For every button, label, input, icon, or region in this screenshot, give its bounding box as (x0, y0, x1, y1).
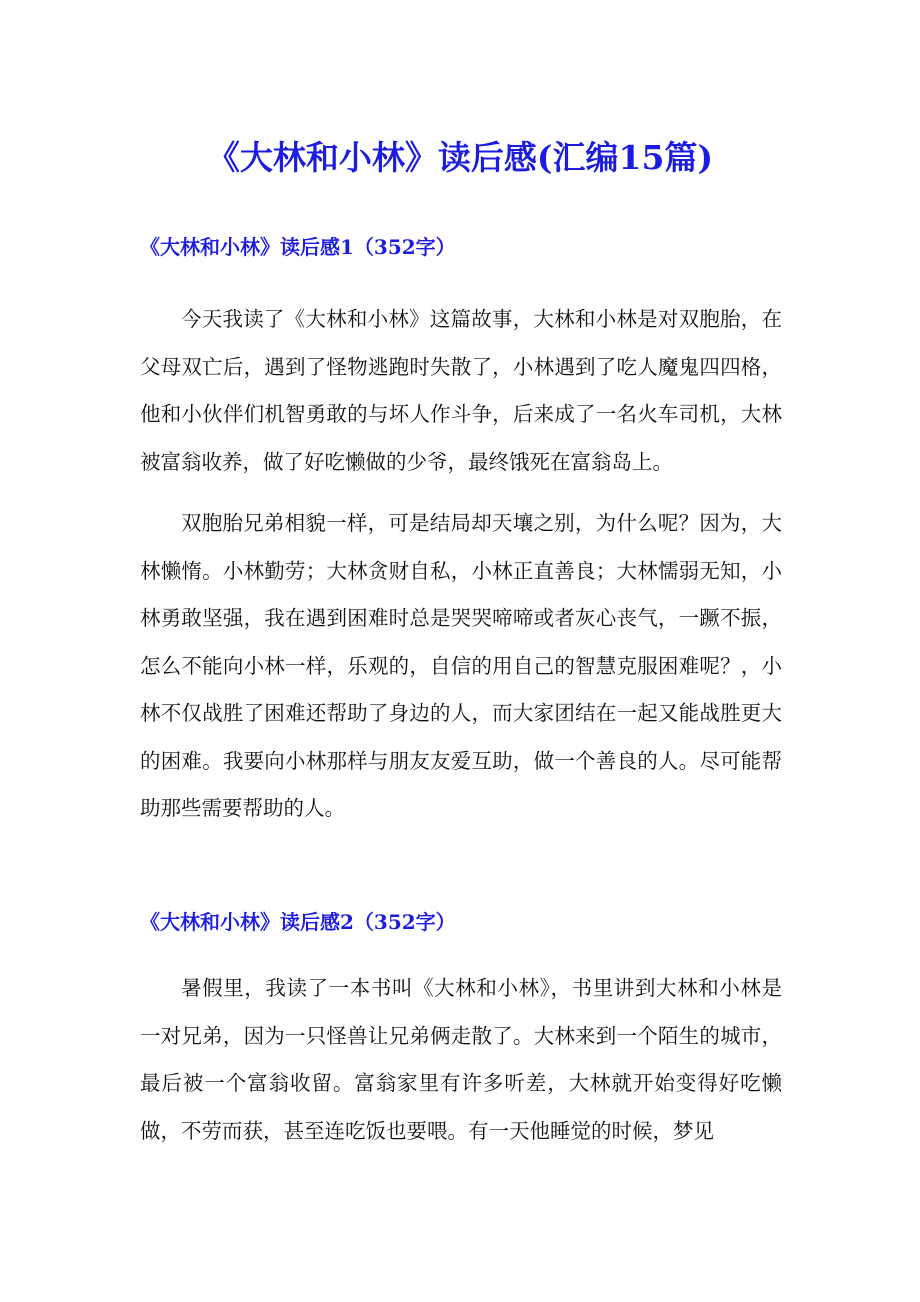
section-heading-1: 《大林和小林》读后感1（352字） (140, 235, 456, 259)
section-1-paragraph-1: 今天我读了《大林和小林》这篇故事，大林和小林是对双胞胎，在父母双亡后，遇到了怪物逃跑时失散了，小林遇到了吃人魔鬼四四格，他和小伙伴们机智勇敢的与坏人作斗争，后来成了一名火车司机，大林被富翁收养，做了好吃懒做的少爷，最终饿死在富翁岛上。 (140, 307, 782, 474)
section-1-paragraph-2: 双胞胎兄弟相貌一样，可是结局却天壤之别，为什么呢？因为，大林懒惰。小林勤劳；大林贪财自私，小林正直善良；大林懦弱无知，小林勇敢坚强，我在遇到困难时总是哭哭啼啼或者灰心丧气，一蹶不振，怎么不能向小林一样，乐观的，自信的用自己的智慧克服困难呢？，小林不仅战胜了困难还帮助了身边的人，而大家团结在一起又能战胜更大的困难。我要向小林那样与朋友友爱互助，做一个善良的人。尽可能帮助那些需要帮助的人。 (140, 511, 782, 820)
section-heading-2: 《大林和小林》读后感2（352字） (140, 910, 456, 934)
document-title: 《大林和小林》读后感(汇编15篇) (206, 138, 714, 177)
section-2-paragraph-1: 暑假里，我读了一本书叫《大林和小林》，书里讲到大林和小林是一对兄弟，因为一只怪兽让兄弟俩走散了。大林来到一个陌生的城市，最后被一个富翁收留。富翁家里有许多听差，大林就开始变得好吃懒做，不劳而获，甚至连吃饭也要喂。有一天他睡觉的时候，梦见 (140, 976, 782, 1143)
